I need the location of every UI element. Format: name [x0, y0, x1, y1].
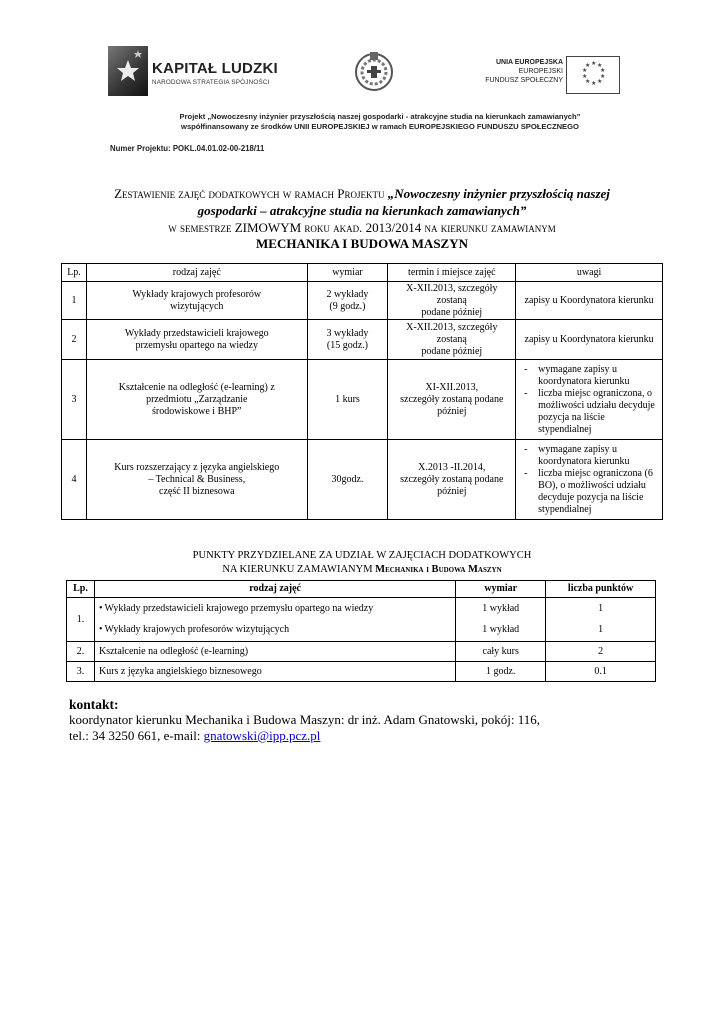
points-major: Mechanika i Budowa Maszyn	[375, 564, 502, 575]
svg-text:★: ★	[582, 67, 588, 74]
kapital-ludzki-title: KAPITAŁ LUDZKI	[152, 60, 278, 77]
col-header-type: rodzaj zajęć	[86, 264, 307, 282]
table-row: 2 Wykłady przedstawicieli krajowego przemysłu opartego na wiedzy 3 wykłady (15 godz.) X-XII.2013, szczegóły zostaną podane później zapisy u Koordynatora kierunku	[62, 320, 663, 360]
table-header-row	[67, 581, 656, 598]
table-row: 3 Kształcenie na odległość (e-learning) z przedmiotu „Zarządzanie środowiskowe i BHP” 1 kurs XI-XII.2013, szczegóły zostaną podane później - wymagane zapisy u koordynatora kierunku - liczba miejsc ograniczona, o możliwości udziału decyduje pozycja na liście stypendialnej	[62, 360, 663, 440]
table-header-row	[62, 264, 663, 282]
remarks-list	[520, 364, 658, 436]
title-project-name-2: gospodarki – atrakcyjne studia na kierunkach zamawianych”	[197, 203, 527, 218]
col-header-type: rodzaj zajęć	[94, 581, 455, 598]
kapital-ludzki-subtitle: NARODOWA STRATEGIA SPÓJNOŚCI	[152, 79, 270, 86]
svg-text:★: ★	[585, 62, 591, 69]
table-row: 1. • Wykłady przedstawicieli krajowego przemysłu opartego na wiedzy 1 wykład 1	[67, 598, 656, 620]
svg-text:★: ★	[597, 78, 603, 85]
contact-coordinator: koordynator kierunku Mechanika i Budowa Maszyn: dr inż. Adam Gnatowski, pokój: 116,	[69, 712, 541, 727]
col-header-points: liczba punktów	[546, 581, 656, 598]
remarks-item: - liczba miejsc ograniczona (6 BO), o możliwości udziału decyduje pozycja na liście stypendialnej	[520, 468, 658, 516]
col-header-remarks: uwagi	[516, 264, 663, 282]
points-title-line-2: NA KIERUNKU ZAMAWIANYM Mechanika i Budowa Maszyn	[222, 564, 502, 575]
kapital-ludzki-star-icon	[108, 46, 148, 96]
remarks-item: - liczba miejsc ograniczona, o możliwości udziału decyduje pozycja na liście stypendialnej	[520, 388, 658, 436]
eu-union-label: UNIA EUROPEJSKA	[495, 59, 563, 66]
svg-text:★: ★	[585, 78, 591, 85]
svg-text:★: ★	[591, 60, 597, 67]
table-row: 4 Kurs rozszerzający z języka angielskiego – Technical & Business, część II biznesowa 30godz. X.2013 -II.2014, szczegóły zostaną podane później - wymagane zapisy u koordynatora kierunku - liczba miejsc ograniczona (6 BO), o możliwości udziału decyduje pozycja na liście stypendialnej	[62, 440, 663, 520]
points-title-line-1: PUNKTY PRZYDZIELANE ZA UDZIAŁ W ZAJĘCIACH DODATKOWYCH	[192, 550, 532, 561]
svg-text:★: ★	[591, 80, 597, 87]
contact-title: kontakt:	[69, 697, 119, 712]
col-header-size: wymiar	[456, 581, 546, 598]
svg-text:★: ★	[600, 67, 606, 74]
title-line-1	[60, 186, 664, 202]
activities-table	[61, 263, 663, 520]
svg-text:★: ★	[600, 73, 606, 80]
email-link[interactable]: gnatowski@ipp.pcz.pl	[203, 728, 321, 743]
project-number: Numer Projektu: POKL.04.01.02-00-218/11	[110, 144, 265, 153]
col-header-lp: Lp.	[62, 264, 87, 282]
eu-fund-label-2: FUNDUSZ SPOŁECZNY	[485, 77, 563, 84]
table-row: 3. Kurs z języka angielskiego biznesowego 1 godz. 0.1	[67, 662, 656, 682]
eu-fund-label-1: EUROPEJSKI	[518, 68, 563, 75]
eu-flag-icon	[566, 56, 620, 94]
contact-phone-email: tel.: 34 3250 661, e-mail: gnatowski@ipp.pcz.pl	[69, 728, 321, 743]
svg-text:★: ★	[597, 62, 603, 69]
eu-logo	[470, 56, 620, 96]
title-year: 2013/2014	[362, 220, 425, 235]
col-header-size: wymiar	[307, 264, 388, 282]
kapital-ludzki-logo	[108, 46, 278, 98]
table-row: • Wykłady krajowych profesorów wizytujących 1 wykład 1	[67, 620, 656, 642]
col-header-lp: Lp.	[67, 581, 95, 598]
remarks-item: - wymagane zapisy u koordynatora kierunku	[520, 444, 658, 468]
table-row: 2. Kształcenie na odległość (e-learning) cały kurs 2	[67, 642, 656, 662]
title-line-3: w semestrze ZIMOWYM roku akad. 2013/2014 na kierunku zamawianym	[168, 220, 556, 235]
title-major: MECHANIKA I BUDOWA MASZYN	[256, 236, 468, 251]
svg-text:★: ★	[582, 73, 588, 80]
table-row: 1 Wykłady krajowych profesorów wizytujących 2 wykłady (9 godz.) X-XII.2013, szczegóły zostaną podane później zapisy u Koordynatora kierunku	[62, 282, 663, 320]
project-line-1: Projekt „Nowoczesny inżynier przyszłością naszej gospodarki - atrakcyjne studia na kierunkach zamawianych”	[179, 112, 581, 121]
title-project-name-1: „Nowoczesny inżynier przyszłością naszej	[384, 186, 610, 201]
points-table	[66, 580, 656, 682]
remarks-list	[520, 444, 658, 516]
remarks-item: - wymagane zapisy u koordynatora kierunku	[520, 364, 658, 388]
title-semester: ZIMOWYM	[231, 220, 305, 235]
title-line-2	[60, 203, 664, 219]
project-line-2: współfinansowany ze środków UNII EUROPEJSKIEJ w ramach EUROPEJSKIEGO FUNDUSZU SPOŁECZNEGO	[181, 122, 579, 131]
col-header-term: termin i miejsce zajęć	[388, 264, 516, 282]
university-seal-icon	[354, 48, 394, 94]
title-prefix: Zestawienie zajęć dodatkowych w ramach Projektu	[114, 186, 385, 201]
